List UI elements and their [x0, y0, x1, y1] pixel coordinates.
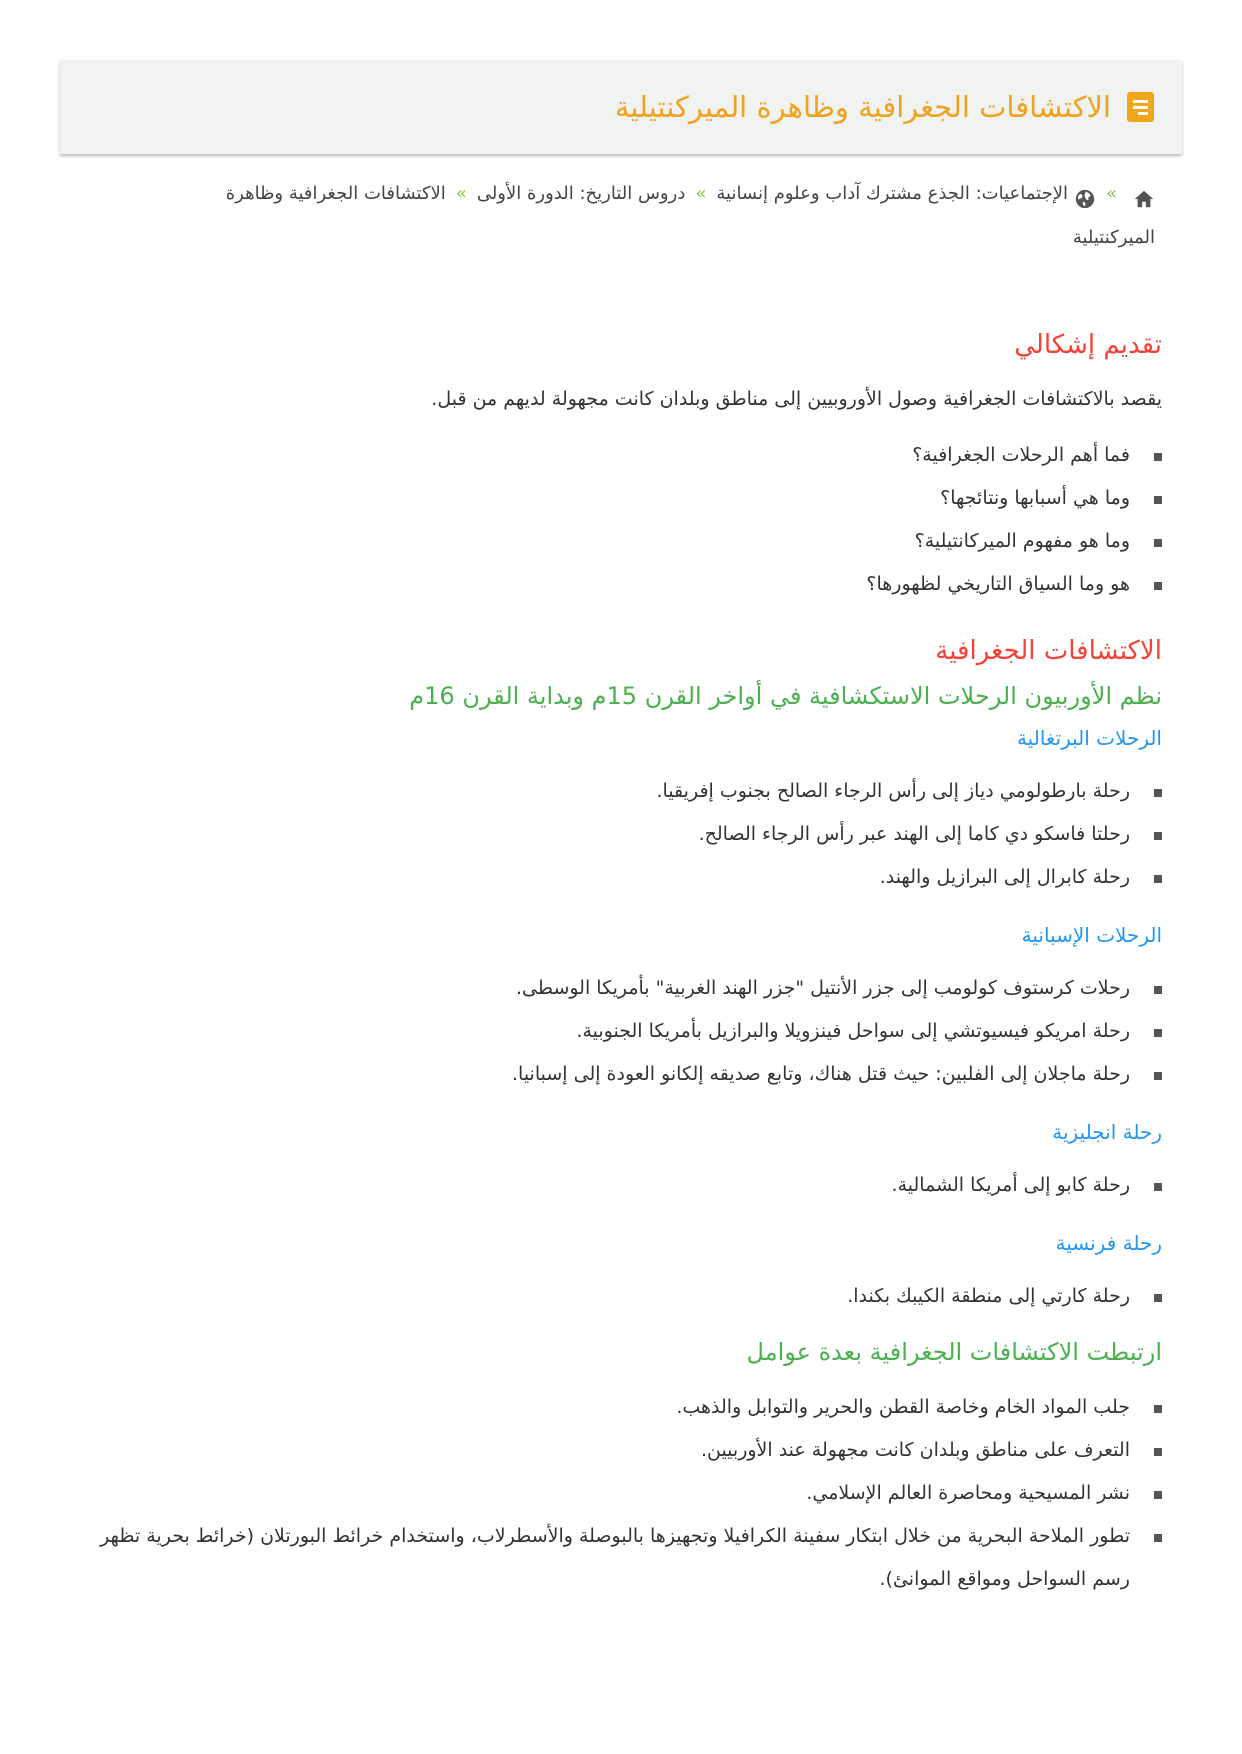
subheading-factors: ارتبطت الاكتشافات الجغرافية بعدة عوامل	[746, 1338, 1162, 1366]
subheading-french: رحلة فرنسية	[1055, 1231, 1162, 1255]
list-item: رحلة كابو إلى أمريكا الشمالية.	[72, 1164, 1162, 1207]
factors-list	[72, 1386, 1162, 1601]
page-title: الاكتشافات الجغرافية وظاهرة الميركنتيلية	[614, 90, 1111, 124]
breadcrumb-current-page: الاكتشافات الجغرافية وظاهرة الميركنتيلية	[225, 183, 1155, 248]
list-item: فما أهم الرحلات الجغرافية؟	[72, 434, 1162, 477]
globe-icon	[1074, 183, 1096, 205]
english-list	[72, 1164, 1162, 1207]
list-item: رحلة امريكو فيسيوتشي إلى سواحل فينزويلا والبرازيل بأمريكا الجنوبية.	[72, 1010, 1162, 1053]
home-icon[interactable]	[1133, 183, 1155, 205]
breadcrumb-separator: »	[1105, 183, 1117, 204]
section-heading-discoveries: الاكتشافات الجغرافية	[935, 636, 1162, 666]
document-icon	[1127, 92, 1154, 122]
list-item: هو وما السياق التاريخي لظهورها؟	[72, 563, 1162, 606]
list-item: رحلة كارتي إلى منطقة الكيبك بكندا.	[72, 1275, 1162, 1318]
title-bar	[60, 60, 1182, 154]
list-item: وما هو مفهوم الميركانتيلية؟	[72, 520, 1162, 563]
list-item: جلب المواد الخام وخاصة القطن والحرير والتوابل والذهب.	[72, 1386, 1162, 1429]
questions-list	[72, 434, 1162, 606]
list-item: رحلة بارطولومي دياز إلى رأس الرجاء الصالح بجنوب إفريقيا.	[72, 770, 1162, 813]
breadcrumb-link-social-studies[interactable]: الإجتماعيات: الجذع مشترك آداب وعلوم إنسانية	[716, 183, 1068, 204]
breadcrumb	[150, 172, 1155, 260]
list-item: تطور الملاحة البحرية من خلال ابتكار سفينة الكرافيلا وتجهيزها بالبوصلة والأسطرلاب، واستخدام خرائط البورتلان (خرائط بحرية تظهر رسم السواحل ومواقع الموانئ).	[72, 1515, 1162, 1601]
subheading-voyages: نظم الأوربيون الرحلات الاستكشافية في أواخر القرن 15م وبداية القرن 16م	[409, 682, 1162, 710]
subheading-spanish: الرحلات الإسبانية	[1021, 923, 1162, 947]
intro-paragraph: يقصد بالاكتشافات الجغرافية وصول الأوروبيين إلى مناطق وبلدان كانت مجهولة لديهم من قبل.	[431, 388, 1162, 410]
spanish-list	[72, 967, 1162, 1096]
breadcrumb-link-history-lessons[interactable]: دروس التاريخ: الدورة الأولى	[476, 183, 686, 204]
list-item: رحلات كرستوف كولومب إلى جزر الأنتيل "جزر الهند الغربية" بأمريكا الوسطى.	[72, 967, 1162, 1010]
breadcrumb-separator: »	[695, 183, 707, 204]
french-list	[72, 1275, 1162, 1318]
subheading-english: رحلة انجليزية	[1052, 1120, 1162, 1144]
list-item: التعرف على مناطق وبلدان كانت مجهولة عند الأوربيين.	[72, 1429, 1162, 1472]
list-item: رحلة ماجلان إلى الفلبين: حيث قتل هناك، وتابع صديقه إلكانو العودة إلى إسبانيا.	[72, 1053, 1162, 1096]
portuguese-list	[72, 770, 1162, 899]
breadcrumb-separator: »	[455, 183, 467, 204]
list-item: نشر المسيحية ومحاصرة العالم الإسلامي.	[72, 1472, 1162, 1515]
list-item: وما هي أسبابها ونتائجها؟	[72, 477, 1162, 520]
list-item: رحلة كابرال إلى البرازيل والهند.	[72, 856, 1162, 899]
article-content	[72, 330, 1162, 1601]
list-item: رحلتا فاسكو دي كاما إلى الهند عبر رأس الرجاء الصالح.	[72, 813, 1162, 856]
section-heading-intro: تقديم إشكالي	[1014, 330, 1162, 360]
subheading-portuguese: الرحلات البرتغالية	[1016, 726, 1162, 750]
